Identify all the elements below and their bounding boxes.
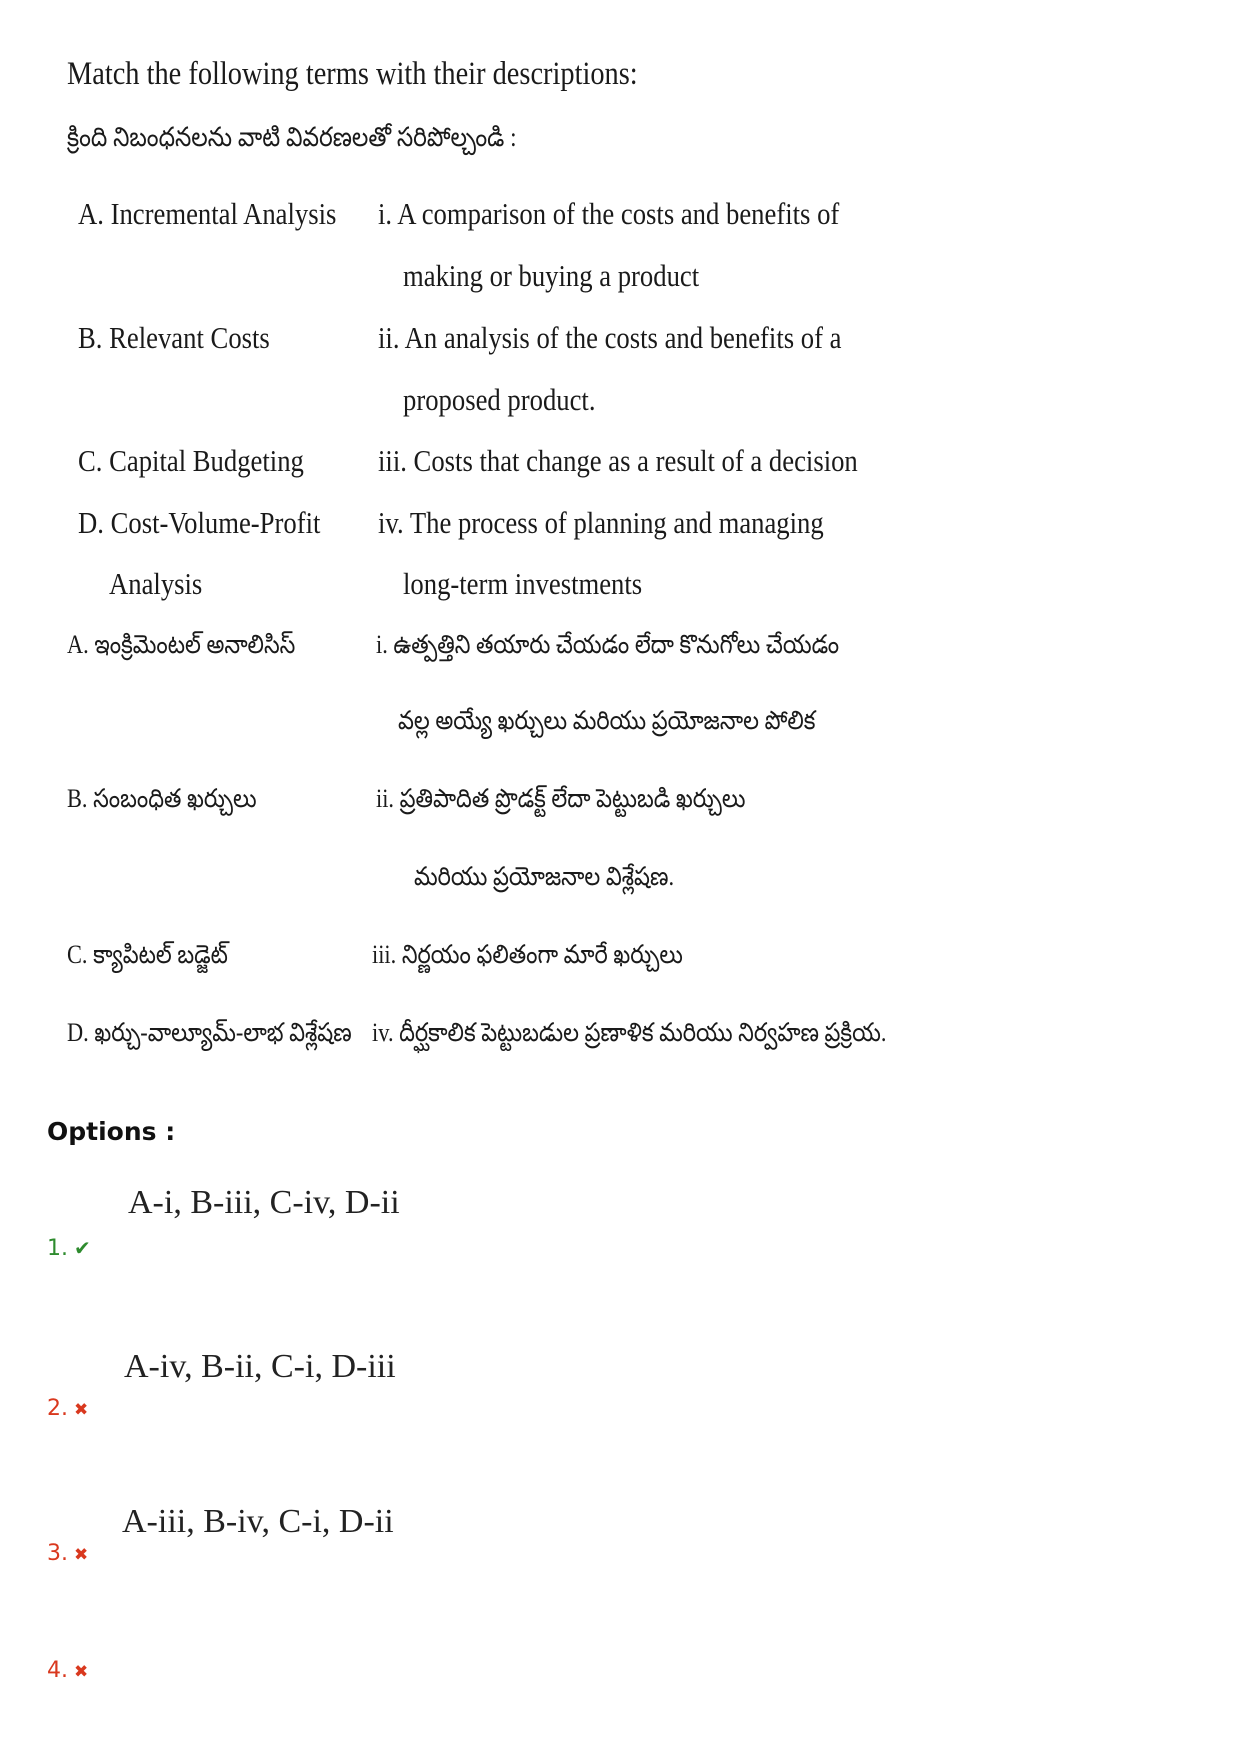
desc-iii-telugu: iii. నిర్ణయం ఫలితంగా మారే ఖర్చులు: [372, 940, 683, 969]
option-2-label: [47, 1396, 88, 1421]
desc-i-telugu-cont: వల్ల అయ్యే ఖర్చులు మరియు ప్రయోజనాల పోలిక: [398, 706, 816, 735]
check-icon: ✔: [74, 1236, 91, 1260]
options-heading: Options :: [47, 1117, 176, 1146]
desc-i-english: i. A comparison of the costs and benefits of: [378, 196, 840, 231]
desc-iii-english: iii. Costs that change as a result of a decision: [378, 443, 858, 478]
term-d-english-cont: Analysis: [109, 566, 203, 601]
option-3-number: 3.: [47, 1541, 68, 1566]
option-2-number: 2.: [47, 1396, 68, 1421]
option-4-label: [47, 1658, 88, 1683]
term-a-english: A. Incremental Analysis: [78, 196, 337, 231]
desc-ii-english: ii. An analysis of the costs and benefits of a: [378, 320, 842, 355]
option-1-text: A-i, B-iii, C-iv, D-ii: [128, 1184, 400, 1221]
option-4-number: 4.: [47, 1658, 68, 1683]
desc-iv-telugu: iv. దీర్ఘకాలిక పెట్టుబడుల ప్రణాళిక మరియు నిర్వహణ ప్రక్రియ.: [372, 1018, 887, 1047]
desc-i-telugu: i. ఉత్పత్తిని తయారు చేయడం లేదా కొనుగోలు చేయడం: [376, 630, 840, 659]
term-d-english: D. Cost-Volume-Profit: [78, 505, 321, 540]
term-c-english: C. Capital Budgeting: [78, 443, 304, 478]
cross-icon: ✖: [74, 1545, 89, 1565]
term-c-telugu: C. క్యాపిటల్ బడ్జెట్: [67, 940, 228, 969]
cross-icon: ✖: [74, 1662, 89, 1682]
option-1-number: 1.: [47, 1236, 68, 1261]
desc-i-english-cont: making or buying a product: [403, 258, 700, 293]
term-b-english: B. Relevant Costs: [78, 320, 270, 355]
option-3-text: A-iii, B-iv, C-i, D-ii: [122, 1503, 394, 1540]
question-instruction-english: Match the following terms with their descriptions:: [67, 56, 638, 92]
cross-icon: ✖: [74, 1400, 89, 1420]
option-2-text: A-iv, B-ii, C-i, D-iii: [124, 1348, 396, 1385]
desc-ii-telugu: ii. ప్రతిపాదిత ప్రొడక్ట్ లేదా పెట్టుబడి ఖర్చులు: [376, 784, 746, 813]
option-3-label: [47, 1541, 88, 1566]
desc-iv-english-cont: long-term investments: [403, 566, 643, 601]
desc-ii-english-cont: proposed product.: [403, 382, 596, 417]
desc-ii-telugu-cont: మరియు ప్రయోజనాల విశ్లేషణ.: [414, 862, 675, 891]
desc-iv-english: iv. The process of planning and managing: [378, 505, 824, 540]
term-a-telugu: A. ఇంక్రిమెంటల్ అనాలిసిస్: [67, 630, 296, 659]
question-instruction-telugu: క్రింది నిబంధనలను వాటి వివరణలతో సరిపోల్చండి :: [67, 122, 517, 152]
option-1-label: [47, 1236, 91, 1261]
term-b-telugu: B. సంబంధిత ఖర్చులు: [67, 784, 257, 813]
term-d-telugu: D. ఖర్చు-వాల్యూమ్-లాభ విశ్లేషణ: [67, 1018, 352, 1047]
